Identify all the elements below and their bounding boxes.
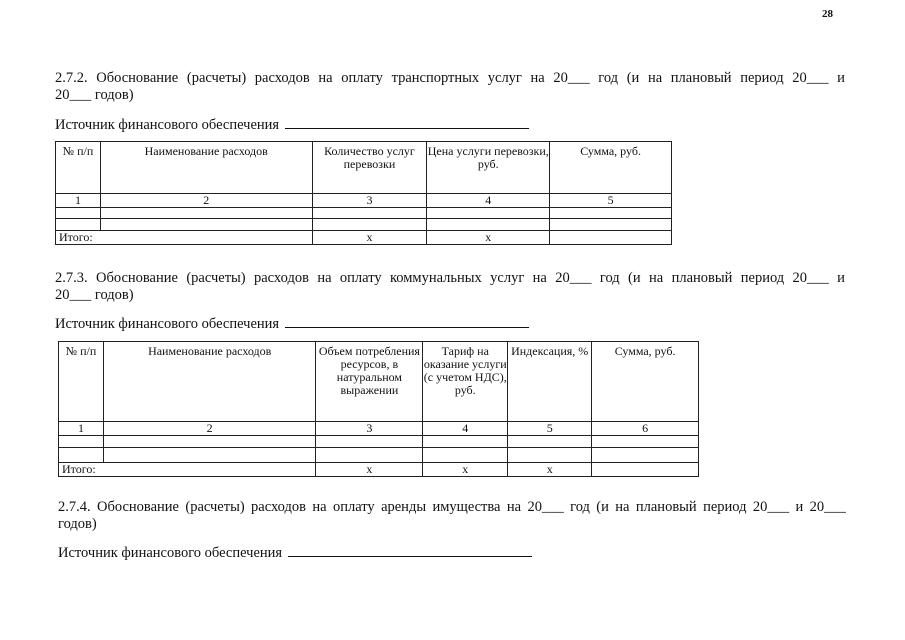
heading-word: 20___ [752, 499, 790, 515]
table-row [56, 208, 672, 219]
heading-word: и [837, 270, 845, 286]
funding-source-blank[interactable] [285, 114, 529, 129]
col-number: 6 [592, 422, 699, 436]
section-2-7-3-heading [55, 270, 845, 304]
col-header-sum: Сумма, руб. [592, 342, 699, 422]
heading-word: на [506, 499, 522, 515]
heading-word: 20___ [792, 270, 829, 286]
heading-word: на [647, 70, 663, 86]
heading-word: (и [596, 499, 609, 515]
table-cell[interactable] [592, 448, 699, 463]
table-cell[interactable] [592, 436, 699, 448]
heading-word: оплату [332, 499, 375, 515]
col-header-indexation: Индексация, % [508, 342, 592, 422]
heading-word: на [615, 499, 630, 515]
funding-source-label: Источник финансового обеспечения [55, 316, 280, 332]
funding-source-2 [55, 313, 529, 333]
page-number: 28 [822, 8, 833, 20]
funding-source-blank[interactable] [285, 313, 529, 328]
table-header-row [56, 142, 672, 194]
heading-word: расходов [254, 70, 310, 86]
heading-line-1 [58, 499, 846, 516]
table-cell[interactable] [550, 208, 672, 219]
heading-word: аренды [381, 499, 427, 515]
total-label: Итого: [59, 463, 316, 477]
table-cell[interactable] [103, 436, 316, 448]
heading-word: (расчеты) [185, 499, 245, 515]
col-number: 4 [427, 194, 550, 208]
heading-word: на [312, 499, 327, 515]
table-cell[interactable] [100, 208, 312, 219]
funding-source-1 [55, 114, 529, 134]
table-number-row [59, 422, 699, 436]
total-cell [550, 231, 672, 245]
table-row [59, 448, 699, 463]
heading-word: (и [626, 70, 640, 86]
table-cell[interactable] [56, 219, 101, 231]
heading-word: (расчеты) [186, 270, 246, 286]
total-cell: x [312, 231, 427, 245]
col-header-name: Наименование расходов [103, 342, 316, 422]
heading-word: и [837, 70, 845, 86]
funding-source-3 [58, 542, 532, 562]
heading-line-1 [55, 70, 845, 87]
heading-word: Обоснование [96, 270, 178, 286]
heading-word: имущества [432, 499, 501, 515]
transport-expenses-table [55, 141, 672, 245]
col-number: 2 [100, 194, 312, 208]
table-row [56, 219, 672, 231]
heading-word: год [598, 70, 619, 86]
total-cell: x [316, 463, 423, 477]
table-cell[interactable] [423, 448, 508, 463]
heading-word: коммунальных [389, 270, 482, 286]
heading-line-2: 20___ годов) [55, 87, 134, 103]
heading-word: Обоснование [97, 499, 179, 515]
table-cell[interactable] [59, 436, 104, 448]
table-cell[interactable] [56, 208, 101, 219]
heading-word: услуг [487, 70, 522, 86]
heading-word: 2.7.2. [55, 70, 88, 86]
table-cell[interactable] [550, 219, 672, 231]
table-cell[interactable] [316, 448, 423, 463]
table-cell[interactable] [312, 219, 427, 231]
col-number: 2 [103, 422, 316, 436]
heading-word: год [570, 499, 590, 515]
funding-source-blank[interactable] [288, 542, 532, 557]
table-cell[interactable] [316, 436, 423, 448]
table-total-row [59, 463, 699, 477]
heading-word: период [740, 70, 784, 86]
col-header-quantity: Количество услуг перевозки [312, 142, 427, 194]
heading-word: транспортных [391, 70, 480, 86]
col-header-number: № п/п [59, 342, 104, 422]
table-header-row [59, 342, 699, 422]
heading-word: на [649, 270, 664, 286]
total-cell: x [423, 463, 508, 477]
col-number: 5 [550, 194, 672, 208]
col-header-volume: Объем потребления ресурсов, в натуральном выражении [316, 342, 423, 422]
heading-word: 20___ [555, 270, 592, 286]
col-header-name: Наименование расходов [100, 142, 312, 194]
heading-word: плановый [671, 270, 733, 286]
table-cell[interactable] [423, 436, 508, 448]
heading-word: на [317, 270, 332, 286]
heading-line-2: 20___ годов) [55, 287, 134, 303]
heading-word: расходов [254, 270, 309, 286]
total-cell: x [427, 231, 550, 245]
heading-word: оплату [339, 270, 382, 286]
table-total-row [56, 231, 672, 245]
heading-word: и [795, 499, 804, 515]
col-header-sum: Сумма, руб. [550, 142, 672, 194]
table-cell[interactable] [59, 448, 104, 463]
funding-source-label: Источник финансового обеспечения [58, 545, 283, 561]
total-cell [592, 463, 699, 477]
col-number: 5 [508, 422, 592, 436]
col-number: 4 [423, 422, 508, 436]
heading-word: 20___ [527, 499, 564, 515]
table-cell[interactable] [312, 208, 427, 219]
col-header-number: № п/п [56, 142, 101, 194]
heading-line-2: годов) [58, 516, 97, 532]
section-2-7-4-heading [58, 499, 846, 533]
heading-word: плановый [635, 499, 697, 515]
total-label: Итого: [56, 231, 313, 245]
heading-word: 2.7.4. [58, 499, 91, 515]
heading-word: на [530, 70, 545, 86]
table-cell[interactable] [427, 208, 550, 219]
heading-word: (и [628, 270, 641, 286]
heading-word: оплату [341, 70, 383, 86]
heading-word: на [532, 270, 547, 286]
heading-word: 2.7.3. [55, 270, 88, 286]
heading-word: 20___ [553, 70, 590, 86]
col-number: 1 [59, 422, 104, 436]
heading-word: период [703, 499, 747, 515]
table-cell[interactable] [508, 436, 592, 448]
utility-expenses-table [58, 341, 699, 477]
col-number: 3 [316, 422, 423, 436]
heading-word: 20___ [809, 499, 846, 515]
col-header-tariff: Тариф на оказание услуги (с учетом НДС), руб. [423, 342, 508, 422]
section-2-7-2-heading [55, 70, 845, 104]
table-row [59, 436, 699, 448]
heading-word: (расчеты) [186, 70, 247, 86]
col-number: 1 [56, 194, 101, 208]
heading-word: 20___ [792, 70, 829, 86]
table-number-row [56, 194, 672, 208]
heading-word: Обоснование [96, 70, 179, 86]
table-cell[interactable] [427, 219, 550, 231]
total-cell: x [508, 463, 592, 477]
table-cell[interactable] [508, 448, 592, 463]
funding-source-label: Источник финансового обеспечения [55, 117, 280, 133]
heading-word: расходов [251, 499, 306, 515]
col-number: 3 [312, 194, 427, 208]
heading-word: период [740, 270, 785, 286]
col-header-price: Цена услуги перевозки, руб. [427, 142, 550, 194]
heading-word: плановый [670, 70, 732, 86]
table-cell[interactable] [103, 448, 316, 463]
heading-word: услуг [490, 270, 525, 286]
table-cell[interactable] [100, 219, 312, 231]
heading-line-1 [55, 270, 845, 287]
heading-word: на [318, 70, 333, 86]
heading-word: год [599, 270, 620, 286]
